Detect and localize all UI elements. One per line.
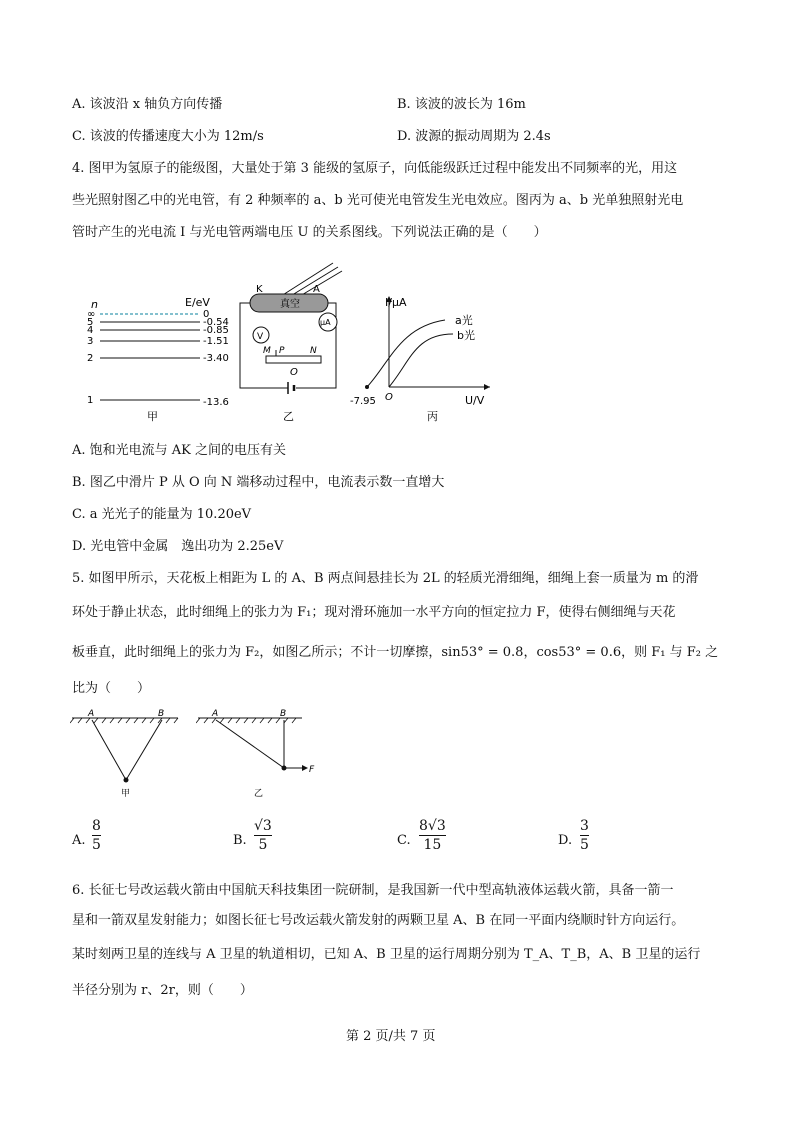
- level-n-3: 3: [87, 336, 94, 347]
- q4-option-b: B. 图乙中滑片 P 从 O 向 N 端移动过程中，电流表示数一直增大: [72, 475, 445, 490]
- q5-option-a-fraction: [92, 818, 101, 853]
- q4-stem-line1: 4. 图甲为氢原子的能级图，大量处于第 3 能级的氢原子，向低能级跃迁过程中能发出不同频率的光，用这: [72, 161, 678, 176]
- q5-option-d-label: D.: [558, 833, 573, 848]
- rheostat-label-n: N: [310, 346, 317, 356]
- numerator: √3: [254, 818, 272, 834]
- origin-label: O: [385, 392, 393, 403]
- denominator: 5: [580, 837, 589, 853]
- curve-a-label: a光: [455, 314, 473, 327]
- phototube-circuit: [238, 258, 343, 423]
- level-n-1: 1: [87, 395, 94, 406]
- ammeter-label: μA: [320, 318, 331, 327]
- numerator: 8: [92, 818, 101, 834]
- curve-a: [367, 320, 445, 387]
- voltmeter-label: V: [257, 332, 264, 342]
- force-arrow-icon: [302, 765, 308, 771]
- q4-stem-line2: 些光照射图乙中的光电管，有 2 种频率的 a、b 光可使光电管发生光电效应。图丙为 a、b 光单独照射光电: [72, 193, 684, 208]
- rope-left: [216, 720, 284, 768]
- denominator: 5: [92, 837, 101, 853]
- q5-stem-line2: 环处于静止状态，此时细绳上的张力为 F₁；现对滑环施加一水平方向的恒定拉力 F，使得右侧细绳与天花: [72, 605, 676, 620]
- level-e-3: -1.51: [203, 336, 229, 347]
- x-axis-label: U/V: [465, 394, 485, 407]
- fig-caption-yi: 乙: [283, 410, 294, 423]
- q4-option-c: C. a 光光子的能量为 10.20eV: [72, 507, 252, 522]
- q6-stem-line1: 6. 长征七号改运载火箭由中国航天科技集团一院研制，是我国新一代中型高轨液体运载火箭，具备一箭一: [72, 883, 674, 898]
- q5-option-d-fraction: [580, 818, 589, 853]
- energy-level-diagram: [85, 292, 235, 422]
- rope-diagram-yi: [196, 708, 326, 798]
- curve-b-label: b光: [457, 329, 475, 342]
- curve-b: [389, 334, 453, 387]
- fig-caption-q5-jia: 甲: [121, 789, 131, 798]
- cathode-label: K: [256, 284, 263, 295]
- stop-voltage-label: -7.95: [350, 396, 376, 407]
- rope-right: [126, 720, 162, 780]
- point-a-label: A: [88, 709, 95, 719]
- q3-option-b: B. 该波的波长为 16m: [397, 97, 526, 112]
- level-e-inf: 0: [203, 309, 210, 320]
- q5-option-a-label: A.: [72, 833, 86, 848]
- level-n-inf: ∞: [87, 309, 96, 320]
- level-n-5: 5: [87, 317, 94, 328]
- point-a-label: A: [212, 709, 219, 719]
- rope-left: [92, 720, 126, 780]
- force-label: F: [309, 765, 315, 775]
- fig-caption-jia: 甲: [147, 410, 158, 422]
- q5-option-b-fraction: [254, 818, 272, 853]
- stop-voltage-point: [365, 385, 369, 389]
- x-axis-arrow-icon: [484, 384, 490, 390]
- q6-stem-line3: 某时刻两卫星的连线与 A 卫星的轨道相切，已知 A、B 卫星的运行周期分别为 T_A、T_B，A、B 卫星的运行: [72, 947, 701, 962]
- numerator: 3: [580, 818, 589, 834]
- vacuum-label: 真空: [280, 299, 300, 310]
- numerator: 8√3: [419, 818, 446, 834]
- point-b-label: B: [158, 709, 165, 719]
- level-e-5: -0.54: [203, 317, 229, 328]
- q6-stem-line4: 半径分别为 r、2r，则（ ）: [72, 983, 253, 998]
- q5-stem-line3: 板垂直，此时细绳上的张力为 F₂，如图乙所示；不计一切摩擦，sin53° = 0.8，cos53° = 0.6，则 F₁ 与 F₂ 之: [72, 645, 719, 660]
- anode-label: A: [313, 284, 320, 295]
- energy-axis-label: E/eV: [185, 296, 210, 309]
- rheostat: [266, 356, 321, 363]
- q5-option-b-label: B.: [233, 833, 247, 848]
- level-e-4: -0.85: [203, 325, 229, 336]
- q6-stem-line2: 星和一箭双星发射能力；如图长征七号改运载火箭发射的两颗卫星 A、B 在同一平面内绕顺时针方向运行。: [72, 913, 685, 928]
- denominator: 15: [423, 837, 442, 853]
- q5-stem-line1: 5. 如图甲所示，天花板上相距为 L 的 A、B 两点间悬挂长为 2L 的轻质光滑细绳，细绳上套一质量为 m 的滑: [72, 571, 699, 586]
- n-axis-label: n: [91, 298, 98, 311]
- rope-diagram-jia: [70, 708, 182, 798]
- rheostat-label-m: M: [263, 346, 271, 356]
- q3-option-a: A. 该波沿 x 轴负方向传播: [72, 97, 223, 112]
- q5-option-c-fraction: [419, 818, 446, 853]
- level-n-4: 4: [87, 325, 94, 336]
- fig-caption-q5-yi: 乙: [254, 789, 264, 798]
- level-e-1: -13.6: [203, 397, 229, 408]
- slide-ring: [124, 778, 129, 783]
- page-footer: 第 2 页/共 7 页: [346, 1029, 436, 1044]
- denominator: 5: [258, 837, 268, 853]
- q5-stem-line4: 比为（ ）: [72, 681, 151, 696]
- y-axis-label: I/μA: [385, 296, 407, 309]
- q3-option-d: D. 波源的振动周期为 2.4s: [397, 129, 551, 144]
- level-n-2: 2: [87, 353, 94, 364]
- point-b-label: B: [280, 709, 287, 719]
- fig-caption-bing: 丙: [427, 410, 438, 423]
- q4-option-a: A. 饱和光电流与 AK 之间的电压有关: [72, 443, 287, 458]
- level-e-2: -3.40: [203, 353, 229, 364]
- q4-stem-line3: 管时产生的光电流 I 与光电管两端电压 U 的关系图线。下列说法正确的是（ ）: [72, 225, 547, 240]
- rheostat-label-o: O: [290, 367, 298, 378]
- q3-option-c: C. 该波的传播速度大小为 12m/s: [72, 129, 264, 144]
- iu-graph: [345, 292, 495, 424]
- q5-option-c-label: C.: [397, 833, 411, 848]
- slider-label-p: P: [279, 346, 285, 356]
- q4-option-d: D. 光电管中金属 逸出功为 2.25eV: [72, 539, 284, 554]
